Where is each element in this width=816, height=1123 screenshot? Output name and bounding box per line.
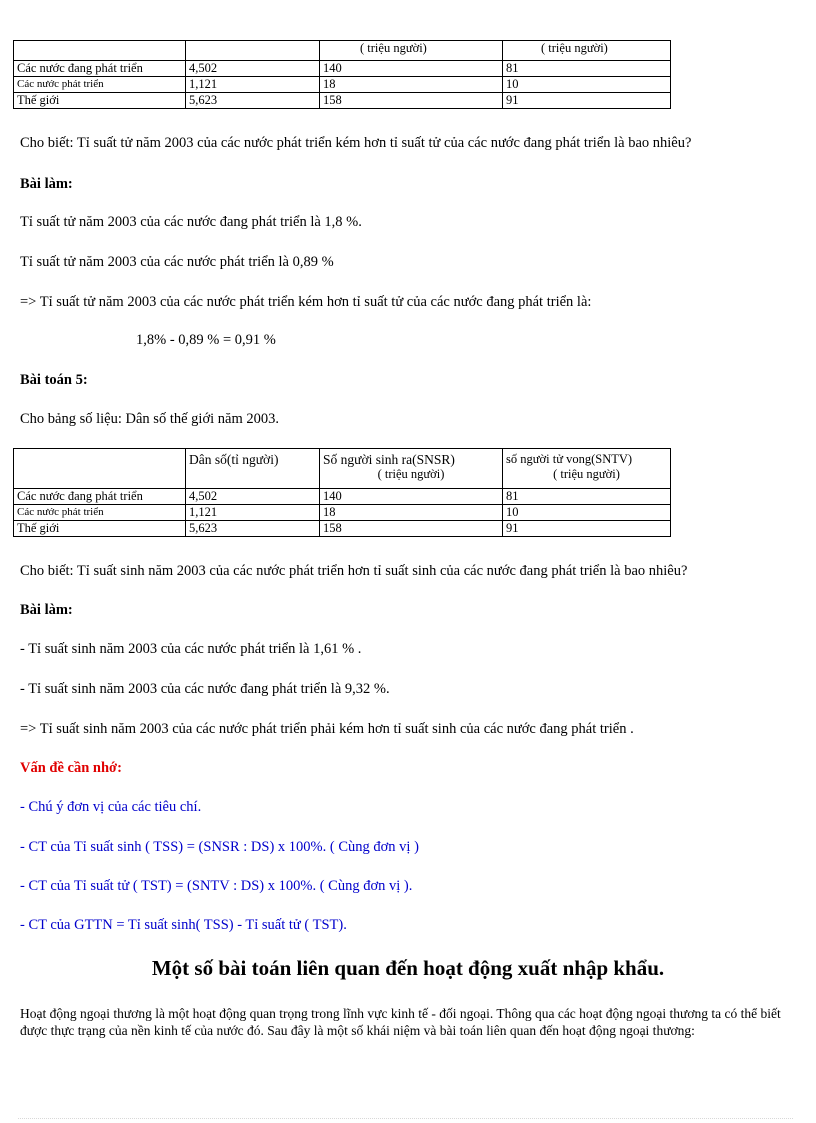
table-cell: 158 <box>320 521 503 537</box>
table-row <box>14 77 671 93</box>
table-cell: 1,121 <box>186 77 320 93</box>
table-cell: Các nước đang phát triển <box>14 489 186 505</box>
table-cell: 1,121 <box>186 505 320 521</box>
unit-label: ( triệu người) <box>541 41 608 55</box>
solution-heading-1: Bài làm: <box>20 176 73 192</box>
answer-2-line-3: => Tỉ suất sinh năm 2003 của các nước phát triển phải kém hơn tỉ suất sinh của các nước đang phát triển . <box>20 721 634 737</box>
table-cell: 4,502 <box>186 61 320 77</box>
intro-paragraph: Hoạt động ngoại thương là một hoạt động quan trọng trong lĩnh vực kinh tế - đối ngoại. Thông qua các hoạt động ngoại thương ta có thể biết được thực trạng của nền kinh tế của nước đó. Sau đây là một số khái niệm và bài toán liên quan đến hoạt động ngoại thương: <box>20 1006 781 1038</box>
remember-item: - Chú ý đơn vị của các tiêu chí. <box>20 799 202 815</box>
question-1: Cho biết: Tỉ suất tử năm 2003 của các nước phát triển kém hơn tỉ suất tử của các nước đang phát triển là bao nhiêu? <box>20 135 692 151</box>
answer-1-calculation: 1,8% - 0,89 % = 0,91 % <box>136 332 276 348</box>
table-cell <box>14 449 186 489</box>
table-cell: Các nước phát triển <box>14 505 186 521</box>
remember-item: - CT của Tỉ suất sinh ( TSS) = (SNSR : DS) x 100%. ( Cùng đơn vị ) <box>20 839 419 855</box>
table-header-row <box>14 41 671 61</box>
table-row <box>14 505 671 521</box>
answer-1-line-2: Tỉ suất tử năm 2003 của các nước phát triển là 0,89 % <box>20 254 334 270</box>
table-row <box>14 489 671 505</box>
table-header-cell <box>320 449 503 489</box>
remember-item: - CT của GTTN = Tỉ suất sinh( TSS) - Tỉ suất tử ( TST). <box>20 917 347 933</box>
unit-label: ( triệu người) <box>553 467 620 481</box>
table-cell: 158 <box>320 93 503 109</box>
table-cell: 91 <box>503 93 671 109</box>
population-table-2 <box>13 448 671 537</box>
table-cell: 140 <box>320 489 503 505</box>
table-row <box>14 93 671 109</box>
table-cell: 4,502 <box>186 489 320 505</box>
problem-5-heading: Bài toán 5: <box>20 372 88 388</box>
column-header-births: Số người sinh ra(SNSR) <box>323 452 455 467</box>
table-header-cell <box>503 449 671 489</box>
table-row <box>14 61 671 77</box>
table-cell: Các nước phát triển <box>14 77 186 93</box>
table-cell: 81 <box>503 489 671 505</box>
table-cell: 10 <box>503 77 671 93</box>
table-cell <box>320 41 503 61</box>
solution-heading-2: Bài làm: <box>20 602 73 618</box>
table-cell <box>14 41 186 61</box>
unit-label: ( triệu người) <box>377 467 445 481</box>
table-cell: 10 <box>503 505 671 521</box>
column-header-population: Dân số(tỉ người) <box>189 452 279 467</box>
answer-2-line-1: - Tỉ suất sinh năm 2003 của các nước phát triển là 1,61 % . <box>20 641 362 657</box>
answer-1-line-3: => Tỉ suất tử năm 2003 của các nước phát triển kém hơn tỉ suất tử của các nước đang phát triển là: <box>20 294 592 310</box>
table-header-cell <box>186 449 320 489</box>
column-header-deaths: số người tử vong(SNTV) <box>506 452 633 466</box>
table-cell <box>186 41 320 61</box>
table-cell: 81 <box>503 61 671 77</box>
table-cell: Thế giới <box>14 93 186 109</box>
section-heading: Một số bài toán liên quan đến hoạt động xuất nhập khẩu. <box>151 956 665 980</box>
unit-label: ( triệu người) <box>360 41 427 55</box>
question-2: Cho biết: Tỉ suất sinh năm 2003 của các nước phát triển hơn tỉ suất sinh của các nước đang phát triển là bao nhiêu? <box>20 563 688 579</box>
answer-2-line-2: - Tỉ suất sinh năm 2003 của các nước đang phát triển là 9,32 %. <box>20 681 390 697</box>
table-cell <box>503 41 671 61</box>
remember-heading: Vấn đề cần nhớ: <box>20 760 122 776</box>
table-cell: 18 <box>320 77 503 93</box>
table-cell: 91 <box>503 521 671 537</box>
table-cell: 5,623 <box>186 93 320 109</box>
table-cell: 18 <box>320 505 503 521</box>
problem-5-intro: Cho bảng số liệu: Dân số thế giới năm 2003. <box>20 411 279 427</box>
page-bottom-divider <box>18 1118 793 1119</box>
table-header-row <box>14 449 671 489</box>
remember-item: - CT của Tỉ suất tử ( TST) = (SNTV : DS) x 100%. ( Cùng đơn vị ). <box>20 878 413 894</box>
table-row <box>14 521 671 537</box>
answer-1-line-1: Tỉ suất tử năm 2003 của các nước đang phát triển là 1,8 %. <box>20 214 362 230</box>
table-cell: 5,623 <box>186 521 320 537</box>
table-cell: Thế giới <box>14 521 186 537</box>
table-cell: 140 <box>320 61 503 77</box>
population-table-1 <box>13 40 671 109</box>
table-cell: Các nước đang phát triển <box>14 61 186 77</box>
